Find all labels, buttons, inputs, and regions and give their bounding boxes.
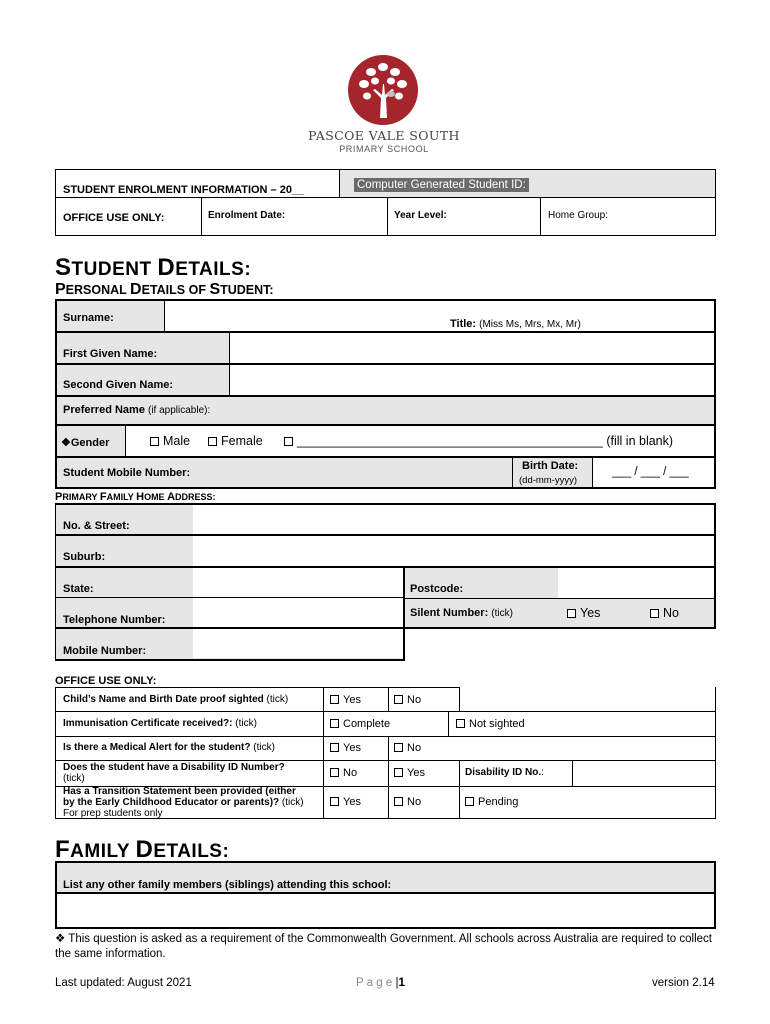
- telephone-label[interactable]: Telephone Number:: [63, 614, 166, 626]
- personal-details-heading: PERSONAL DETAILS OF STUDENT:: [55, 281, 274, 298]
- enrolment-date-label[interactable]: Enrolment Date:: [208, 210, 286, 221]
- school-subtitle: PRIMARY SCHOOL: [339, 144, 429, 154]
- office-row4-label: Does the student have a Disability ID Number?: [63, 762, 285, 773]
- gender-female-option[interactable]: Female: [208, 434, 263, 448]
- checkbox-icon[interactable]: [394, 797, 403, 806]
- disability-id-label[interactable]: Disability ID No.:: [465, 767, 544, 778]
- second-given-name-label[interactable]: Second Given Name:: [63, 379, 174, 391]
- office-row1-no[interactable]: No: [394, 694, 421, 706]
- gender-label: ❖Gender: [61, 437, 110, 449]
- office-row4-no[interactable]: No: [330, 767, 357, 779]
- tree-icon: [347, 54, 419, 126]
- surname-label[interactable]: Surname:: [63, 312, 114, 324]
- office-row2-complete[interactable]: Complete: [330, 718, 390, 730]
- commonwealth-footnote: ❖ This question is asked as a requirement of the Commonwealth Government. All schools across Australia are required to collect the same information.: [55, 933, 712, 960]
- checkbox-icon[interactable]: [330, 768, 339, 777]
- title-field[interactable]: Title: (Miss Ms, Mrs, Mx, Mr): [450, 318, 581, 330]
- office-use-heading: OFFICE USE ONLY:: [55, 675, 157, 687]
- page-number: P a g e |1: [356, 977, 405, 989]
- checkbox-icon[interactable]: [330, 797, 339, 806]
- school-name: PASCOE VALE SOUTH: [308, 128, 460, 143]
- school-logo: [347, 54, 419, 126]
- suburb-label[interactable]: Suburb:: [63, 551, 106, 563]
- office-row3-label: Is there a Medical Alert for the student? (tick): [63, 742, 275, 753]
- checkbox-icon[interactable]: [567, 609, 576, 618]
- student-id-label: Computer Generated Student ID:: [354, 178, 529, 192]
- office-row2-not-sighted[interactable]: Not sighted: [456, 718, 525, 730]
- silent-yes-option[interactable]: Yes: [567, 606, 600, 620]
- office-row1-yes[interactable]: Yes: [330, 694, 361, 706]
- postcode-label[interactable]: Postcode:: [410, 583, 464, 595]
- office-row5-label-line1: Has a Transition Statement been provided (either: [63, 786, 296, 797]
- office-row3-no[interactable]: No: [394, 742, 421, 754]
- student-details-heading: STUDENT DETAILS:: [55, 254, 252, 281]
- home-group-label[interactable]: Home Group:: [548, 210, 609, 221]
- siblings-field[interactable]: [57, 894, 714, 927]
- checkbox-icon[interactable]: [284, 437, 293, 446]
- preferred-name-label[interactable]: Preferred Name (if applicable):: [63, 404, 211, 416]
- siblings-label: List any other family members (siblings) attending this school:: [63, 879, 392, 891]
- version: version 2.14: [652, 977, 715, 989]
- year-level-label[interactable]: Year Level:: [394, 210, 447, 221]
- office-use-label: OFFICE USE ONLY:: [63, 212, 165, 224]
- office-row5-label-line2: by the Early Childhood Educator or parents)? (tick): [63, 797, 304, 808]
- mobile-number-label[interactable]: Mobile Number:: [63, 645, 147, 657]
- student-mobile-label[interactable]: Student Mobile Number:: [63, 467, 191, 479]
- first-given-name-label[interactable]: First Given Name:: [63, 348, 158, 360]
- family-details-heading: FAMILY DETAILS:: [55, 836, 230, 863]
- office-row5-no[interactable]: No: [394, 796, 421, 808]
- office-row4-note: (tick): [63, 773, 85, 784]
- street-label[interactable]: No. & Street:: [63, 520, 130, 532]
- last-updated: Last updated: August 2021: [55, 977, 192, 989]
- office-row5-yes[interactable]: Yes: [330, 796, 361, 808]
- state-label[interactable]: State:: [63, 583, 94, 595]
- checkbox-icon[interactable]: [208, 437, 217, 446]
- office-row1-label: Child’s Name and Birth Date proof sighted (tick): [63, 694, 289, 705]
- checkbox-icon[interactable]: [465, 797, 474, 806]
- gender-other-option[interactable]: ____________________________________________ (fill in blank): [284, 434, 673, 448]
- checkbox-icon[interactable]: [394, 743, 403, 752]
- silent-no-option[interactable]: No: [650, 606, 679, 620]
- silent-number-label: Silent Number: (tick): [410, 607, 513, 619]
- checkbox-icon[interactable]: [394, 768, 403, 777]
- birth-date-label: Birth Date:: [522, 460, 579, 472]
- checkbox-icon[interactable]: [394, 695, 403, 704]
- checkbox-icon[interactable]: [650, 609, 659, 618]
- checkbox-icon[interactable]: [456, 719, 465, 728]
- checkbox-icon[interactable]: [330, 743, 339, 752]
- birth-date-format: (dd-mm-yyyy): [519, 475, 578, 486]
- checkbox-icon[interactable]: [330, 719, 339, 728]
- enrolment-info-title: STUDENT ENROLMENT INFORMATION – 20__: [63, 184, 305, 196]
- checkbox-icon[interactable]: [330, 695, 339, 704]
- gender-male-option[interactable]: Male: [150, 434, 190, 448]
- office-row5-pending[interactable]: Pending: [465, 796, 518, 808]
- birth-date-field[interactable]: ___ / ___ / ___: [612, 466, 689, 478]
- office-row5-sub: For prep students only: [63, 808, 163, 819]
- office-row2-label: Immunisation Certificate received?: (tick): [63, 718, 257, 729]
- checkbox-icon[interactable]: [150, 437, 159, 446]
- home-address-heading: PRIMARY FAMILY HOME ADDRESS:: [55, 491, 216, 503]
- office-row4-yes[interactable]: Yes: [394, 767, 425, 779]
- office-row3-yes[interactable]: Yes: [330, 742, 361, 754]
